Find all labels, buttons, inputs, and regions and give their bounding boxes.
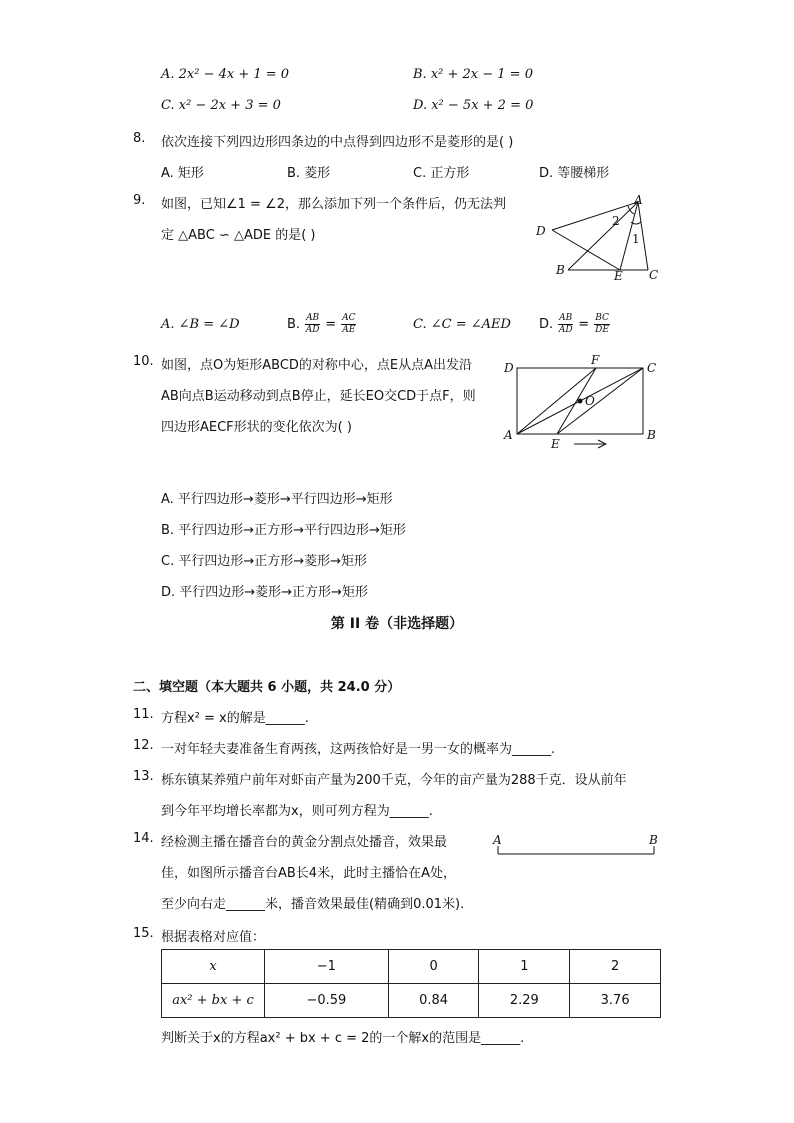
q10-option-a: A. 平行四边形→菱形→平行四边形→矩形 (161, 492, 393, 507)
q15-number: 15. (133, 926, 154, 941)
q9-option-b-fraction-right (341, 313, 356, 336)
q15-text-line2: 判断关于x的方程ax² + bx + c = 2的一个解x的范围是______. (161, 1031, 525, 1046)
q9-label-b: B (556, 263, 565, 277)
q9-option-d-fraction-right (594, 313, 610, 336)
table-cell: 2.29 (479, 984, 570, 1018)
q10-option-b: B. 平行四边形→正方形→平行四边形→矩形 (161, 523, 406, 538)
fraction-numerator: AC (342, 312, 356, 323)
q13-number: 13. (133, 769, 154, 784)
fraction-numerator: BC (595, 312, 609, 323)
fraction-denominator: AE (342, 324, 356, 335)
table-cell: 1 (479, 950, 570, 984)
q9-label-e: E (614, 269, 623, 283)
q10-label-o: O (585, 394, 595, 408)
q8-option-d: D. 等腰梯形 (539, 166, 610, 181)
table-cell: ax² + bx + c (162, 984, 265, 1018)
q7-option-b: B. x² + 2x − 1 = 0 (413, 67, 533, 82)
q10-text-line2: AB向点B运动移动到点B停止，延长EO交CD于点F，则 (161, 389, 476, 404)
table-cell: 0.84 (388, 984, 479, 1018)
q9-option-b-label: B. (287, 316, 301, 332)
q14-text-line2: 佳，如图所示播音台AB长4米，此时主播恰在A处， (161, 866, 456, 881)
q9-number: 9. (133, 193, 146, 208)
q8-option-c: C. 正方形 (413, 166, 470, 181)
q14-stage-segment-figure (488, 832, 664, 862)
q9-label-d: D (536, 224, 546, 238)
q9-option-d: D. $\frac{AB}{AD}$ = $\frac{BC}{DE}$ (539, 312, 609, 335)
table-cell: x (162, 950, 265, 984)
q8-number: 8. (133, 131, 146, 146)
fraction-numerator: AB (559, 312, 573, 323)
q9-option-d-label: D. (539, 316, 554, 332)
q10-label-b: B (647, 428, 656, 442)
table-cell: 0 (388, 950, 479, 984)
table-row (162, 984, 661, 1018)
q14-text-line1: 经检测主播在播音台的黄金分割点处播音，效果最 (161, 835, 448, 850)
q9-text-line1: 如图，已知∠1 = ∠2，那么添加下列一个条件后，仍无法判 (161, 197, 507, 212)
fraction-denominator: AD (558, 324, 573, 335)
table-cell: 3.76 (570, 984, 661, 1018)
q10-label-f: F (591, 353, 600, 367)
q9-option-b: B. $\frac{AB}{AD}$ = $\frac{AC}{AE}$ (287, 312, 356, 335)
q11-number: 11. (133, 707, 154, 722)
q10-rectangle-figure (500, 352, 668, 454)
table-cell: −0.59 (265, 984, 389, 1018)
part2-title: 第 II 卷（非选择题） (330, 616, 464, 632)
q9-angle-2: 2 (612, 214, 620, 228)
q12-number: 12. (133, 738, 154, 753)
fraction-numerator: AB (306, 312, 320, 323)
q15-text-line1: 根据表格对应值： (161, 930, 266, 945)
q10-label-c: C (647, 361, 657, 375)
table-row (162, 950, 661, 984)
q15-value-table (161, 949, 661, 1018)
q9-label-c: C (649, 268, 659, 282)
q8-option-a: A. 矩形 (161, 166, 204, 181)
q14-text-line3: 至少向右走______米，播音效果最佳(精确到0.01米). (161, 897, 465, 912)
q13-text-line2: 到今年平均增长率都为x，则可列方程为______. (161, 804, 433, 819)
fraction-denominator: AD (305, 324, 320, 335)
q7-option-a: A. 2x² − 4x + 1 = 0 (161, 67, 290, 82)
fraction-denominator: DE (595, 324, 609, 335)
q13-text-line1: 栎东镇某养殖户前年对虾亩产量为200千克，今年的亩产量为288千克．设从前年 (161, 773, 627, 788)
table-cell: 2 (570, 950, 661, 984)
q10-label-e: E (551, 437, 560, 451)
q12-text: 一对年轻夫妻准备生育两孩，这两孩恰好是一男一女的概率为______. (161, 742, 556, 757)
q8-text: 依次连接下列四边形四条边的中点得到四边形不是菱形的是( ) (161, 135, 514, 150)
section2-heading: 二、填空题（本大题共 6 小题，共 24.0 分） (133, 680, 401, 695)
q7-option-c: C. x² − 2x + 3 = 0 (161, 98, 281, 113)
q14-label-a: A (493, 833, 502, 847)
q8-option-b: B. 菱形 (287, 166, 331, 181)
q9-label-a: A (634, 193, 643, 207)
q10-label-a: A (504, 428, 513, 442)
q11-text: 方程x² = x的解是______. (161, 711, 309, 726)
q9-option-d-fraction-left (558, 313, 573, 336)
q7-option-d: D. x² − 5x + 2 = 0 (413, 98, 534, 113)
q10-label-d: D (504, 361, 514, 375)
q14-number: 14. (133, 831, 154, 846)
q10-text-line1: 如图，点O为矩形ABCD的对称中心，点E从点A出发沿 (161, 358, 473, 373)
q9-angle-1: 1 (632, 232, 640, 246)
table-cell: −1 (265, 950, 389, 984)
q10-option-c: C. 平行四边形→正方形→菱形→矩形 (161, 554, 368, 569)
q10-option-d: D. 平行四边形→菱形→正方形→矩形 (161, 585, 368, 600)
q9-triangle-figure (528, 192, 668, 286)
q9-option-b-fraction-left (305, 313, 320, 336)
q9-option-c: C. ∠C = ∠AED (413, 317, 511, 332)
q9-option-a: A. ∠B = ∠D (161, 317, 240, 332)
q10-number: 10. (133, 354, 154, 369)
q14-label-b: B (649, 833, 658, 847)
q9-text-line2: 定 △ABC ∽ △ADE 的是( ) (161, 228, 316, 243)
q10-text-line3: 四边形AECF形状的变化依次为( ) (161, 420, 352, 435)
